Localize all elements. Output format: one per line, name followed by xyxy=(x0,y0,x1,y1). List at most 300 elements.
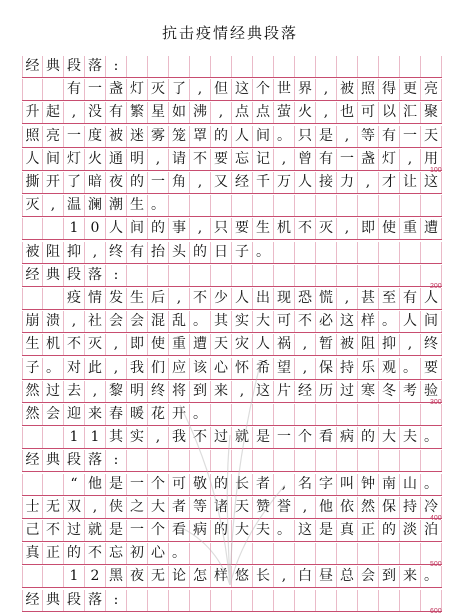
grid-cell: , xyxy=(316,102,337,123)
grid-cell: , xyxy=(295,358,316,379)
grid-cell: 经 xyxy=(295,381,316,402)
grid-cell: 悠 xyxy=(232,566,253,587)
grid-cell: 去 xyxy=(64,381,85,402)
grid-cell: 通 xyxy=(106,149,127,170)
grid-cell: 重 xyxy=(169,334,190,355)
grid-cell: 被 xyxy=(337,334,358,355)
grid-cell: 灭 xyxy=(22,195,43,216)
grid-cell: 该 xyxy=(190,358,211,379)
grid-cell xyxy=(400,590,421,611)
grid-cell xyxy=(316,590,337,611)
grid-cell xyxy=(295,265,316,286)
grid-cell xyxy=(43,474,64,495)
grid-cell xyxy=(295,590,316,611)
row-rule xyxy=(22,100,442,101)
grid-cell: , xyxy=(190,218,211,239)
grid-cell: 灭 xyxy=(85,334,106,355)
grid-cell: , xyxy=(64,102,85,123)
grid-cell: 他 xyxy=(85,474,106,495)
row-rule xyxy=(22,286,442,287)
grid-cell: : xyxy=(106,265,127,286)
grid-cell: 一 xyxy=(274,427,295,448)
row-rule xyxy=(22,193,442,194)
grid-cell: 亮 xyxy=(421,79,442,100)
row-rule xyxy=(22,239,442,240)
grid-cell: 温 xyxy=(64,195,85,216)
grid-cell: 。 xyxy=(421,474,442,495)
grid-cell: , xyxy=(358,172,379,193)
grid-cell xyxy=(148,450,169,471)
grid-cell: 抑 xyxy=(379,334,400,355)
grid-cell: , xyxy=(85,381,106,402)
grid-cell: 天 xyxy=(421,126,442,147)
grid-cell: 誉 xyxy=(274,497,295,518)
grid-cell xyxy=(274,590,295,611)
grid-cell: 子 xyxy=(22,358,43,379)
grid-cell: 人 xyxy=(232,288,253,309)
grid-cell: , xyxy=(190,172,211,193)
grid-cell xyxy=(358,242,379,263)
grid-cell: 社 xyxy=(85,311,106,332)
grid-cell: 的 xyxy=(211,126,232,147)
grid-cell xyxy=(358,56,379,77)
grid-cell: 他 xyxy=(316,497,337,518)
grid-cell: 使 xyxy=(148,334,169,355)
grid-cell: 落 xyxy=(85,450,106,471)
grid-cell: : xyxy=(106,56,127,77)
row-rule xyxy=(22,123,442,124)
grid-cell xyxy=(337,450,358,471)
grid-cell: 忘 xyxy=(106,543,127,564)
grid-cell: 接 xyxy=(316,172,337,193)
grid-cell: 不 xyxy=(64,334,85,355)
grid-cell: 只 xyxy=(211,218,232,239)
grid-cell: 典 xyxy=(43,590,64,611)
grid-cell: 度 xyxy=(85,126,106,147)
grid-cell: 发 xyxy=(106,288,127,309)
manuscript-row xyxy=(22,149,442,170)
page-title: 抗击疫情经典段落 xyxy=(161,24,298,42)
grid-cell xyxy=(190,195,211,216)
grid-cell: 又 xyxy=(211,172,232,193)
grid-cell: 罩 xyxy=(190,126,211,147)
grid-cell: 火 xyxy=(295,102,316,123)
grid-cell: 一 xyxy=(400,126,421,147)
grid-cell: 段 xyxy=(64,265,85,286)
grid-cell: 大 xyxy=(379,427,400,448)
grid-cell: 笼 xyxy=(169,126,190,147)
grid-cell: 即 xyxy=(127,334,148,355)
grid-cell: 正 xyxy=(358,520,379,541)
grid-cell: 遭 xyxy=(190,334,211,355)
grid-cell xyxy=(379,450,400,471)
grid-cell: 有 xyxy=(127,242,148,263)
grid-cell: 经 xyxy=(22,265,43,286)
grid-cell xyxy=(274,195,295,216)
grid-cell: 等 xyxy=(190,497,211,518)
grid-cell xyxy=(148,265,169,286)
grid-cell xyxy=(316,56,337,77)
grid-cell: 之 xyxy=(127,497,148,518)
grid-cell: 考 xyxy=(400,381,421,402)
grid-cell: , xyxy=(211,102,232,123)
grid-cell: 机 xyxy=(274,218,295,239)
grid-cell: “ xyxy=(64,474,85,495)
grid-cell: 阻 xyxy=(358,334,379,355)
grid-cell xyxy=(22,288,43,309)
grid-cell: 是 xyxy=(316,520,337,541)
grid-cell xyxy=(127,56,148,77)
grid-cell: 这 xyxy=(232,79,253,100)
grid-cell: 终 xyxy=(421,334,442,355)
grid-cell xyxy=(421,450,442,471)
grid-cell: 不 xyxy=(190,149,211,170)
grid-cell: 钟 xyxy=(358,474,379,495)
grid-cell: 就 xyxy=(232,427,253,448)
grid-cell: 使 xyxy=(379,218,400,239)
grid-cell: 们 xyxy=(148,358,169,379)
grid-cell: 正 xyxy=(43,543,64,564)
grid-cell: 疫 xyxy=(64,288,85,309)
grid-cell xyxy=(274,242,295,263)
grid-cell: 昼 xyxy=(316,566,337,587)
grid-cell: 繁 xyxy=(127,102,148,123)
grid-cell xyxy=(337,265,358,286)
grid-cell: 落 xyxy=(85,265,106,286)
grid-cell: 千 xyxy=(253,172,274,193)
grid-cell: 落 xyxy=(85,590,106,611)
grid-cell xyxy=(211,195,232,216)
grid-cell: 混 xyxy=(148,311,169,332)
grid-cell: , xyxy=(400,334,421,355)
grid-cell: 大 xyxy=(253,311,274,332)
grid-cell: 只 xyxy=(295,126,316,147)
grid-cell xyxy=(127,590,148,611)
grid-cell: 星 xyxy=(148,102,169,123)
grid-cell: , xyxy=(43,195,64,216)
row-rule xyxy=(22,147,442,148)
grid-cell: 会 xyxy=(127,311,148,332)
grid-cell: 叫 xyxy=(337,474,358,495)
grid-cell xyxy=(316,543,337,564)
grid-cell: 过 xyxy=(337,381,358,402)
row-rule xyxy=(22,216,442,217)
grid-cell xyxy=(43,79,64,100)
grid-cell: 起 xyxy=(43,102,64,123)
grid-cell: 事 xyxy=(169,218,190,239)
grid-cell: , xyxy=(232,381,253,402)
grid-cell: 的 xyxy=(379,520,400,541)
grid-cell xyxy=(295,450,316,471)
grid-cell xyxy=(169,265,190,286)
grid-cell: , xyxy=(106,334,127,355)
grid-cell: 无 xyxy=(43,497,64,518)
manuscript-row xyxy=(22,126,442,147)
grid-cell: 角 xyxy=(169,172,190,193)
grid-cell: 1 xyxy=(64,218,85,239)
grid-cell: 论 xyxy=(169,566,190,587)
grid-cell xyxy=(358,543,379,564)
grid-cell: 了 xyxy=(169,79,190,100)
word-count-marker: 500 xyxy=(430,561,442,569)
grid-cell: 升 xyxy=(22,102,43,123)
grid-cell: 即 xyxy=(358,218,379,239)
grid-cell: 灭 xyxy=(148,79,169,100)
grid-cell: 人 xyxy=(253,334,274,355)
grid-cell: 沸 xyxy=(190,102,211,123)
grid-cell: 不 xyxy=(190,288,211,309)
manuscript-row xyxy=(22,218,442,239)
grid-cell: 的 xyxy=(148,218,169,239)
grid-cell: 终 xyxy=(106,242,127,263)
grid-cell: 会 xyxy=(358,566,379,587)
grid-cell: 头 xyxy=(169,242,190,263)
grid-cell: 子 xyxy=(232,242,253,263)
grid-cell: 。 xyxy=(190,404,211,425)
grid-cell: 初 xyxy=(127,543,148,564)
grid-cell: 对 xyxy=(64,358,85,379)
grid-cell: 有 xyxy=(379,126,400,147)
grid-cell: 心 xyxy=(211,358,232,379)
grid-cell: 点 xyxy=(253,102,274,123)
grid-cell: 实 xyxy=(127,427,148,448)
grid-cell: 被 xyxy=(22,242,43,263)
grid-cell: 不 xyxy=(43,520,64,541)
grid-cell: 被 xyxy=(337,79,358,100)
grid-cell: 依 xyxy=(337,497,358,518)
grid-cell: 有 xyxy=(316,149,337,170)
grid-cell: 生 xyxy=(127,195,148,216)
grid-cell: 春 xyxy=(106,404,127,425)
grid-cell xyxy=(379,265,400,286)
grid-cell: 被 xyxy=(106,126,127,147)
row-rule xyxy=(22,611,442,612)
grid-cell: 冷 xyxy=(421,497,442,518)
word-count-marker: 200 xyxy=(430,282,442,290)
grid-cell xyxy=(400,56,421,77)
grid-cell xyxy=(127,450,148,471)
grid-cell: 过 xyxy=(211,427,232,448)
grid-cell: 祸 xyxy=(274,334,295,355)
grid-cell xyxy=(337,242,358,263)
manuscript-row xyxy=(22,172,442,193)
grid-cell: 我 xyxy=(127,358,148,379)
grid-cell xyxy=(379,590,400,611)
grid-cell: 崩 xyxy=(22,311,43,332)
grid-cell: 人 xyxy=(106,218,127,239)
grid-cell: 山 xyxy=(400,474,421,495)
manuscript-row xyxy=(22,56,442,77)
grid-cell: 的 xyxy=(64,543,85,564)
grid-cell: , xyxy=(295,334,316,355)
grid-cell: 我 xyxy=(169,427,190,448)
grid-cell xyxy=(358,450,379,471)
grid-cell: 灾 xyxy=(232,334,253,355)
grid-cell: 赞 xyxy=(253,497,274,518)
grid-cell xyxy=(274,265,295,286)
grid-cell: 怎 xyxy=(190,566,211,587)
grid-cell: 聚 xyxy=(421,102,442,123)
grid-cell: , xyxy=(274,566,295,587)
grid-cell: 总 xyxy=(337,566,358,587)
grid-cell: 持 xyxy=(337,358,358,379)
grid-cell: 必 xyxy=(316,311,337,332)
grid-cell: 曾 xyxy=(295,149,316,170)
grid-cell: 者 xyxy=(169,497,190,518)
grid-cell: 一 xyxy=(148,172,169,193)
grid-cell: 。 xyxy=(400,358,421,379)
grid-cell: 开 xyxy=(169,404,190,425)
grid-cell: 人 xyxy=(295,172,316,193)
grid-cell xyxy=(22,474,43,495)
manuscript-row xyxy=(22,590,442,611)
grid-cell: 情 xyxy=(85,288,106,309)
grid-cell: , xyxy=(85,497,106,518)
grid-cell: 灯 xyxy=(64,149,85,170)
grid-cell: 个 xyxy=(295,427,316,448)
grass-watermark-icon xyxy=(170,345,290,585)
row-rule xyxy=(22,587,442,588)
grid-cell: 。 xyxy=(190,311,211,332)
grid-cell xyxy=(400,265,421,286)
row-rule xyxy=(22,170,442,171)
row-rule xyxy=(22,309,442,310)
grid-cell: 迷 xyxy=(127,126,148,147)
grid-cell: 敬 xyxy=(190,474,211,495)
grid-cell: 更 xyxy=(400,79,421,100)
grid-cell: 0 xyxy=(85,218,106,239)
grid-cell: 侠 xyxy=(106,497,127,518)
grid-cell: 应 xyxy=(169,358,190,379)
grid-cell xyxy=(316,265,337,286)
grid-cell xyxy=(316,404,337,425)
grid-cell: 生 xyxy=(253,218,274,239)
grid-cell: , xyxy=(337,218,358,239)
grid-cell: 间 xyxy=(253,126,274,147)
grid-cell xyxy=(358,590,379,611)
grid-cell: 的 xyxy=(190,242,211,263)
grid-cell: 抑 xyxy=(64,242,85,263)
grid-cell: 冬 xyxy=(379,381,400,402)
grid-cell: 段 xyxy=(64,590,85,611)
grid-cell: 用 xyxy=(421,149,442,170)
grid-cell: 片 xyxy=(274,381,295,402)
grid-cell: 。 xyxy=(148,195,169,216)
grid-cell: 一 xyxy=(85,79,106,100)
grid-cell: 名 xyxy=(295,474,316,495)
grid-cell: 等 xyxy=(358,126,379,147)
grid-cell: 一 xyxy=(127,474,148,495)
grid-cell: 经 xyxy=(22,450,43,471)
grid-cell: 黎 xyxy=(106,381,127,402)
grid-cell: 天 xyxy=(232,497,253,518)
grid-cell: 的 xyxy=(127,172,148,193)
grid-cell: 溃 xyxy=(43,311,64,332)
grid-cell xyxy=(127,265,148,286)
grid-cell xyxy=(358,404,379,425)
grid-cell: , xyxy=(190,79,211,100)
grid-cell: 不 xyxy=(190,427,211,448)
grid-cell: 个 xyxy=(253,79,274,100)
manuscript-row xyxy=(22,242,442,263)
grid-cell xyxy=(379,242,400,263)
grid-cell: 就 xyxy=(85,520,106,541)
grid-cell: 此 xyxy=(85,358,106,379)
grid-cell: 病 xyxy=(337,427,358,448)
grid-cell: 万 xyxy=(274,172,295,193)
manuscript-row xyxy=(22,265,442,286)
grid-cell xyxy=(253,195,274,216)
grid-cell: 灭 xyxy=(316,218,337,239)
grid-cell: 实 xyxy=(232,311,253,332)
grid-cell: , xyxy=(316,79,337,100)
grid-cell: 其 xyxy=(211,311,232,332)
grid-cell: 也 xyxy=(337,102,358,123)
grid-cell: , xyxy=(64,311,85,332)
grid-cell: 真 xyxy=(337,520,358,541)
grid-cell: 抬 xyxy=(148,242,169,263)
grid-cell xyxy=(421,56,442,77)
grid-cell: 无 xyxy=(148,566,169,587)
grid-cell: 不 xyxy=(295,218,316,239)
grid-cell: 雾 xyxy=(148,126,169,147)
grid-cell: 明 xyxy=(127,381,148,402)
grid-cell xyxy=(400,543,421,564)
grid-cell: 的 xyxy=(358,427,379,448)
grid-cell: 典 xyxy=(43,450,64,471)
grid-cell: 个 xyxy=(148,520,169,541)
grid-cell xyxy=(232,590,253,611)
grid-cell: 其 xyxy=(106,427,127,448)
grid-cell: 这 xyxy=(253,381,274,402)
grid-cell xyxy=(379,195,400,216)
grid-cell: 照 xyxy=(358,79,379,100)
grid-cell: 验 xyxy=(421,381,442,402)
grid-cell: 。 xyxy=(421,566,442,587)
grid-cell: 后 xyxy=(148,288,169,309)
grid-cell xyxy=(274,56,295,77)
word-count-marker: 100 xyxy=(430,166,442,174)
grid-cell: 落 xyxy=(85,56,106,77)
grid-cell: 乐 xyxy=(358,358,379,379)
grid-cell: 典 xyxy=(43,56,64,77)
grid-cell: 是 xyxy=(316,126,337,147)
grid-cell: : xyxy=(106,450,127,471)
grid-cell: 然 xyxy=(22,381,43,402)
grid-cell: 样 xyxy=(358,311,379,332)
grid-cell: 泊 xyxy=(421,520,442,541)
grid-cell: 明 xyxy=(127,149,148,170)
grid-cell: 会 xyxy=(106,311,127,332)
grid-cell xyxy=(253,56,274,77)
grid-cell: 力 xyxy=(337,172,358,193)
grid-cell xyxy=(190,590,211,611)
grid-cell: 白 xyxy=(295,566,316,587)
grid-cell: 生 xyxy=(22,334,43,355)
grid-cell: 怀 xyxy=(232,358,253,379)
grid-cell: 照 xyxy=(22,126,43,147)
grid-cell: 长 xyxy=(232,474,253,495)
grid-cell: 人 xyxy=(232,126,253,147)
manuscript-row xyxy=(22,195,442,216)
grid-cell: 天 xyxy=(211,334,232,355)
grid-cell: 。 xyxy=(43,358,64,379)
grid-cell: 长 xyxy=(253,566,274,587)
grid-cell: 1 xyxy=(64,427,85,448)
grid-cell: 大 xyxy=(232,520,253,541)
grid-cell: 病 xyxy=(190,520,211,541)
grid-cell xyxy=(211,590,232,611)
